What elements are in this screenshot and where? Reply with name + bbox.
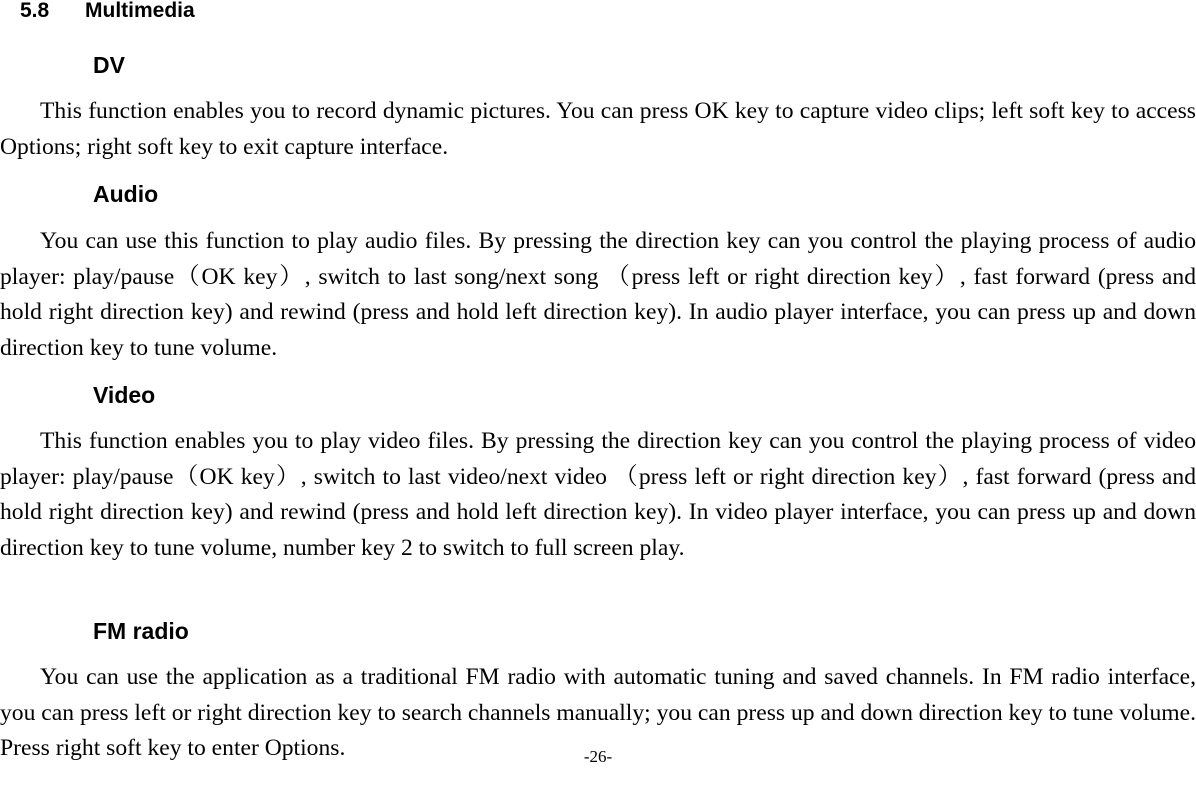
page-number: -26-	[583, 747, 613, 766]
section-title: Multimedia	[85, 0, 195, 22]
subsection-heading-fm-radio: FM radio	[93, 618, 189, 644]
subsection-text-dv: This function enables you to record dynamic pictures. You can press OK key to capture video clips; left soft key to access Options; right soft key to exit capture interface.	[0, 98, 1196, 160]
subsection-heading-audio: Audio	[93, 181, 159, 207]
subsection-text-audio: You can use this function to play audio files. By pressing the direction key can you control the playing process of audio player: play/pause（OK key）, switch to last song/next song （press left or right direction key）, fast forward (press and hold right direction key) and rewind (press and hold left direction key). In audio player interface, you can press up and down direction key to tune volume.	[0, 228, 1196, 361]
subsection-heading-video: Video	[93, 382, 156, 408]
subsection-heading-dv: DV	[93, 52, 125, 78]
section-heading	[20, 0, 195, 24]
subsection-text-video: This function enables you to play video files. By pressing the direction key can you control the playing process of video player: play/pause（OK key）, switch to last video/next video （press left or right direction key）, fast forward (press and hold right direction key) and rewind (press and hold left direction key). In video player interface, you can press up and down direction key to tune volume, number key 2 to switch to full screen play.	[0, 428, 1196, 561]
section-number: 5.8	[20, 0, 50, 22]
subsection-text-fm-radio: You can use the application as a traditional FM radio with automatic tuning and saved channels. In FM radio interface, you can press left or right direction key to search channels manually; you can press up and down direction key to tune volume. Press right soft key to enter Options.	[0, 664, 1196, 761]
